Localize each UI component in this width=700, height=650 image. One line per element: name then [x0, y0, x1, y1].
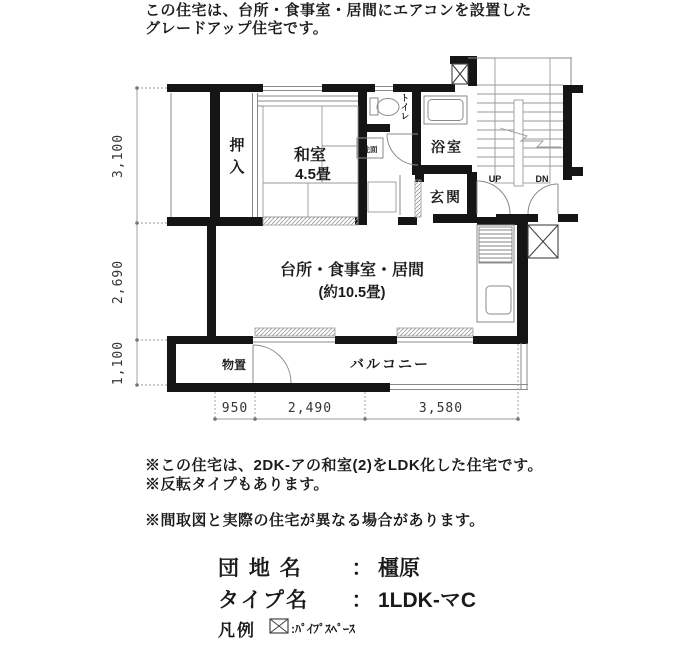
stairs: [477, 58, 563, 186]
dim-bottom-1: 950: [221, 401, 249, 416]
toilet-icon: [370, 98, 399, 116]
room-label-oshiire-1: 押: [229, 137, 245, 154]
estate-name-label: 団 地 名: [218, 557, 303, 580]
entrance-sliding-door: [415, 180, 421, 217]
bathtub-icon: [424, 96, 467, 124]
estate-name-value: 橿原: [378, 557, 420, 580]
stairs-up-label: UP: [488, 174, 502, 184]
dimension-ticks: [135, 86, 520, 421]
room-label-balcony: バルコニー: [350, 356, 430, 372]
stove-icon: [479, 227, 512, 263]
room-label-ldk-size: (約10.5畳): [318, 285, 386, 301]
dim-left-3: 1,100: [111, 340, 126, 386]
pipe-space-legend-icon: [269, 618, 289, 639]
header-note-line1: この住宅は、台所・食事室・居間にエアコンを設置した: [145, 2, 532, 19]
stairs-down-label: DN: [535, 174, 549, 184]
room-label-toilet-1: ト: [400, 93, 410, 103]
room-label-entrance: 玄関: [430, 189, 462, 205]
dimension-lines: [137, 87, 518, 421]
type-name-colon: ：: [351, 589, 373, 612]
note-line1: ※この住宅は、2DK-アの和室(2)をLDK化した住宅です。: [145, 457, 543, 474]
legend-row: [218, 616, 355, 641]
type-name-row: [218, 584, 476, 614]
type-name-value: 1LDK-マC: [378, 589, 476, 612]
room-label-washitsu: 和室: [293, 147, 327, 164]
pipe-space-icon-top: [452, 64, 468, 84]
pipe-space-icon-right: [528, 225, 558, 258]
header-note-line2: グレードアップ住宅です。: [145, 20, 329, 37]
washing-machine-icon: [368, 182, 396, 212]
dim-bottom-2: 2,490: [287, 401, 333, 416]
room-label-toilet-3: レ: [400, 111, 410, 121]
dim-bottom-3: 3,580: [418, 401, 464, 416]
estate-name-colon: ：: [351, 557, 373, 580]
room-label-washbasin: 洗面: [362, 145, 378, 154]
dim-left-1: 3,100: [111, 133, 126, 179]
type-name-label: タイプ名: [218, 589, 309, 612]
estate-name-row: [218, 552, 420, 582]
room-label-bath: 浴室: [431, 139, 463, 155]
sink-icon: [486, 286, 511, 314]
dim-left-2: 2,690: [111, 259, 126, 305]
room-label-oshiire-2: 入: [229, 159, 245, 176]
note-line3: ※間取図と実際の住宅が異なる場合があります。: [145, 512, 485, 529]
room-label-storage: 物置: [221, 358, 247, 372]
legend-label: 凡例: [218, 621, 256, 640]
legend-text: :ﾊﾟｲﾌﾟｽﾍﾟｰｽ: [291, 622, 355, 636]
notes-block: [145, 456, 543, 530]
storage-door-arc: [253, 345, 291, 383]
kitchen-counter: [477, 225, 514, 322]
note-line2: ※反転タイプもあります。: [145, 476, 330, 493]
stair-break-line: [500, 128, 561, 147]
sliding-door-oshiire: [253, 93, 258, 217]
room-label-washitsu-size: 4.5畳: [295, 166, 331, 183]
room-label-toilet-2: イ: [400, 102, 410, 112]
room-label-ldk: 台所・食事室・居間: [279, 262, 425, 279]
